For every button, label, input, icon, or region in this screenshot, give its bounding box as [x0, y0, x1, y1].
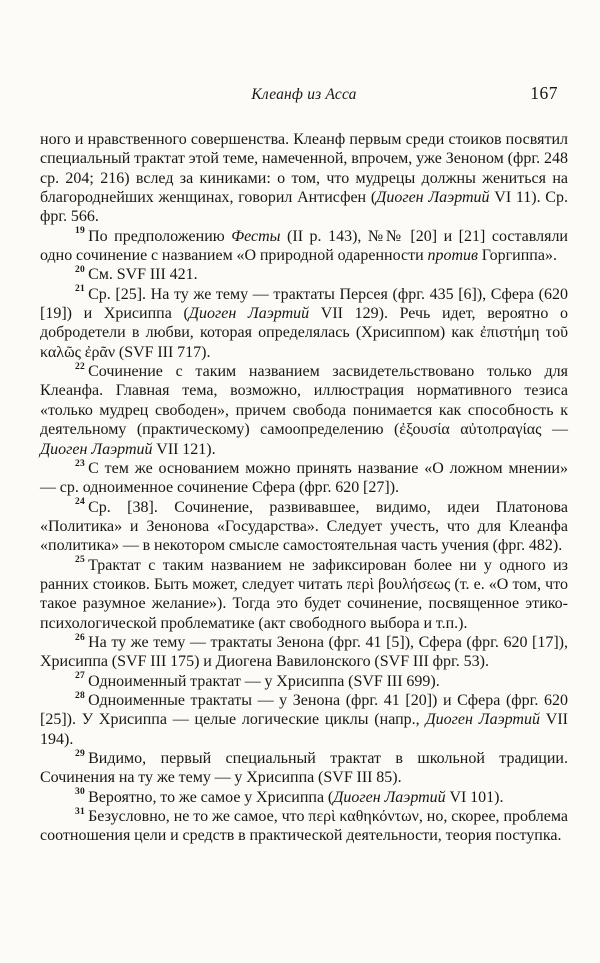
- text-segment: ного и нравственного совершенства. Клеанф первым среди стоиков посвятил специальный трактат этой теме, намеченной, впрочем, уже Зеноном (фрг. 248 ср. 204; 216) вслед за киниками: о том, что мудрецы должны жениться на благороднейших женщинах, говорил Антисфен (: [40, 131, 568, 207]
- footnote-paragraph: [40, 362, 568, 459]
- text-segment: Сочинение с таким названием засвидетельствовано только для Клеанфа. Главная тема, возможно, иллюстрация нормативного тезиса «только мудрец свободен», причем свобода понимается как способность к деятельному (практическому) самоопределению (: [40, 363, 568, 439]
- text-segment: VI 101).: [445, 788, 504, 806]
- footnote-paragraph: [40, 285, 568, 362]
- text-segment: Трактат с таким названием не зафиксирован более ни у одного из ранних стоиков. Быть может, следует читать: [40, 556, 568, 593]
- page-body: [40, 130, 568, 846]
- text-segment: Безусловно, не то же самое, что: [88, 808, 309, 826]
- page-header: [40, 83, 568, 108]
- text-segment: Одноименный трактат — у Хрисиппа (SVF III 699).: [88, 672, 440, 690]
- text-segment: См. SVF III 421.: [88, 266, 198, 284]
- footnote-paragraph: [40, 633, 568, 672]
- footnote-marker: 20: [75, 265, 86, 276]
- italic-text-segment: Диоген Лаэртий: [376, 189, 490, 207]
- text-segment: По предположению: [88, 227, 232, 245]
- italic-text-segment: Фесты: [231, 227, 281, 245]
- page-number: 167: [530, 83, 558, 103]
- text-segment: , но, скорее, проблема соотношения цели и средств в практической деятельности, теория поступка.: [40, 808, 568, 845]
- running-title: Клеанф из Асса: [251, 86, 357, 103]
- greek-text-segment: ἐξουσία αὐτοπραγίας: [399, 421, 542, 439]
- footnote-paragraph: [40, 227, 568, 266]
- text-segment: —: [541, 421, 568, 439]
- text-segment: На ту же тему — трактаты Зенона (фрг. 41 [5]), Сфера (фрг. 620 [17]), Хрисиппа (SVF III 175) и Диогена Вавилонского (SVF III фрг. 53).: [40, 633, 568, 671]
- footnote-paragraph: [40, 672, 568, 691]
- italic-text-segment: Диоген Лаэртий: [40, 440, 153, 458]
- body-paragraph: [40, 130, 568, 227]
- text-segment: Ср. [25]. На ту же тему — трактаты Персея (фрг. 435 [6]), Сфера (620 [19]) и Хрисиппа (: [40, 285, 568, 323]
- text-segment: Ср. [38]. Сочинение, развивавшее, видимо, идеи Платонова «Политика» и Зенонова «Государства». Следует учесть, что для Клеанфа «политика» — в некотором смысле самостоятельная часть учения (фрг. 482).: [40, 498, 568, 555]
- footnote-paragraph: [40, 556, 568, 633]
- text-segment: С тем же основанием можно принять название «О ложном мнении» — ср. одноименное сочинение Сфера (фрг. 620 [27]).: [40, 459, 568, 497]
- greek-text-segment: ἐπιστήμη τοῦ καλῶς ἐρᾶν: [40, 324, 568, 361]
- greek-text-segment: περὶ βουλήσεως: [346, 575, 451, 593]
- italic-text-segment: Диоген Лаэртий: [425, 711, 540, 729]
- footnote-marker: 28: [75, 690, 86, 701]
- greek-text-segment: περὶ καθηκόντων: [308, 808, 419, 826]
- footnote-marker: 27: [75, 671, 86, 682]
- footnote-paragraph: [40, 498, 568, 556]
- footnote-marker: 31: [75, 806, 86, 817]
- text-segment: Видимо, первый специальный трактат в школьной традиции. Сочинения на ту же тему — у Хрисиппа (SVF III 85).: [40, 750, 568, 787]
- footnote-paragraph: [40, 459, 568, 498]
- text-segment: VI 11). Ср. фрг. 566.: [40, 189, 568, 226]
- text-segment: VII 121).: [152, 440, 216, 458]
- italic-text-segment: против: [427, 247, 478, 265]
- text-segment: VII 129). Речь идет, вероятно о добродетели в любви, которая определялась (Хрисиппом) как: [40, 305, 568, 342]
- footnote-marker: 19: [75, 226, 86, 237]
- footnote-marker: 21: [75, 284, 86, 295]
- footnote-paragraph: [40, 691, 568, 749]
- footnote-paragraph: [40, 265, 568, 284]
- footnote-paragraph: [40, 788, 568, 807]
- footnote-paragraph: [40, 807, 568, 846]
- footnote-marker: 26: [75, 632, 86, 643]
- footnote-marker: 24: [75, 497, 86, 508]
- footnote-marker: 22: [75, 361, 86, 372]
- footnote-marker: 29: [75, 748, 86, 759]
- footnote-marker: 23: [75, 458, 86, 469]
- text-segment: (SVF III 717).: [115, 343, 211, 361]
- footnote-marker: 30: [75, 787, 86, 798]
- text-segment: (т. е. «О том, что такое разумное желание»). Тогда это будет сочинение, посвященное этико-психологической проблематике (акт свободного выбора и т.п.).: [40, 575, 568, 632]
- text-segment: Вероятно, то же самое у Хрисиппа (: [88, 788, 334, 806]
- text-segment: Одноименные трактаты — у Зенона (фрг. 41 [20]) и Сфера (фрг. 620 [25]). У Хрисиппа — целые логические циклы (напр.,: [40, 691, 568, 729]
- text-segment: Горгиппа».: [477, 247, 557, 265]
- text-segment: VII 194).: [40, 711, 569, 748]
- footnote-marker: 25: [75, 555, 86, 566]
- italic-text-segment: Диоген Лаэртий: [188, 305, 310, 323]
- text-segment: (II p. 143), №№ [20] и [21] составляли одно сочинение с названием «О природной одаренности: [40, 227, 568, 265]
- italic-text-segment: Диоген Лаэртий: [333, 788, 446, 806]
- footnote-paragraph: [40, 749, 568, 788]
